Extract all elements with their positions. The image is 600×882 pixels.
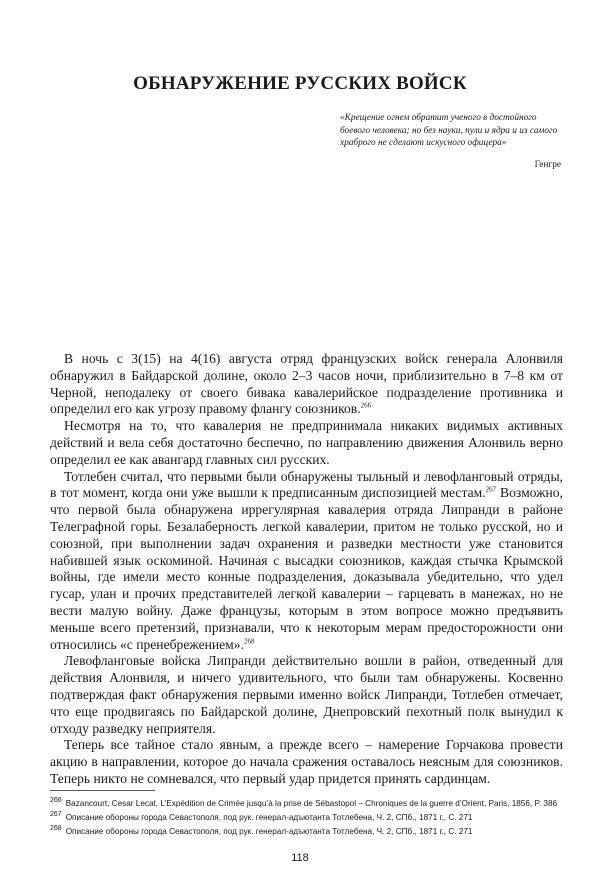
main-text xyxy=(50,351,563,788)
paragraph: Несмотря на то, что кавалерия не предпринимала никаких видимых активных действий и вела себя достаточно беспечно, по направлению движения Алонвиль верно определил ее как авангард главных сил русских. xyxy=(50,418,563,467)
paragraph: Теперь все тайное стало явным, а прежде всего – намерение Горчакова провести акцию в направлении, которое до начала сражения оставалось неясным для союзников. Теперь никто не сомневался, что первый удар придется принять сардинцам. xyxy=(50,737,563,786)
page-number: 118 xyxy=(291,852,309,864)
chapter-title: ОБНАРУЖЕНИЕ РУССКИХ ВОЙСК xyxy=(133,73,467,94)
footnote-ref: 267 xyxy=(485,485,497,494)
footnote-ref: 268 xyxy=(243,637,255,646)
footnote: $^{267}$ Описание обороны города Севастополя, под рук. генерал-адъютанта Тотлебена, Ч. 2, СПб., 1871 г., С. 271 xyxy=(50,811,473,822)
paragraph: В ночь с 3(15) на 4(16) августа отряд французских войск генерала Алонвиля обнаружил в Байдарской долине, около 2–3 часов ночи, приблизительно в 7–8 км от Черной, неподалеку от своего бивака кавалерийское подразделение противника и определил его как угрозу правому флангу союзников.$^{266}$ xyxy=(50,351,563,417)
footnote-divider xyxy=(50,790,155,791)
paragraph: Левофланговые войска Липранди действительно вошли в район, отведенный для действия Алонвиля, и ничего удивительного, что были там обнаружены. Косвенно подтверждая факт обнаружения первыми именно войск Липранди, Тотлебен отмечает, что еще продвигаясь по Байдарской долине, Днепровский пехотный полк вынудил к отходу разведку неприятеля. xyxy=(50,653,563,736)
footnote: $^{266}$ Bazancourt, Cesar Lecat, L’Expédition de Crimée jusqu’à la prise de Sébastopol – Chroniques de la guerre d’Orient, Paris, 1856, P. 386 xyxy=(50,797,558,808)
footnotes xyxy=(50,797,570,839)
paragraph: Тотлебен считал, что первыми были обнаружены тыльный и левофланговый отряды, в тот момент, когда они уже вышли к предписанным диспозицией местам.$^{267}$ Возможно, что первой была обнаружена иррегулярная кавалерия отряда Липранди в районе Телеграфной горы. Безалаберность легкой кавалерии, притом не только русской, но и союзной, при выполнении задач охранения и разведки местности уже становится набившей язык оскоминой. Начиная с высадки союзников, каждая стычка Крымской войны, где имели место конные подразделения, доказывала убедительно, что удел гусар, улан и прочих представителей легкой кавалерии – гарцевать в манежах, но не вести малую войну. Даже французы, которым в этом вопросе можно предъявить меньше всего претензий, признавали, что к некоторым мерам предосторожности они относились «с пренебрежением».$^{268}$ xyxy=(50,468,563,652)
footnote-ref: 266 xyxy=(360,401,372,410)
epigraph-quote: «Крещение огнем обратит ученого в достойного боевого человека; но без науки, пули и ядра и из самого храброго не сделают искусного офицера» xyxy=(340,113,558,148)
epigraph-author: Генгре xyxy=(534,160,561,170)
footnote: $^{268}$ Описание обороны города Севастополя, под рук. генерал-адъютанта Тотлебена, Ч. 2, СПб., 1871 г., С. 271 xyxy=(50,825,473,836)
